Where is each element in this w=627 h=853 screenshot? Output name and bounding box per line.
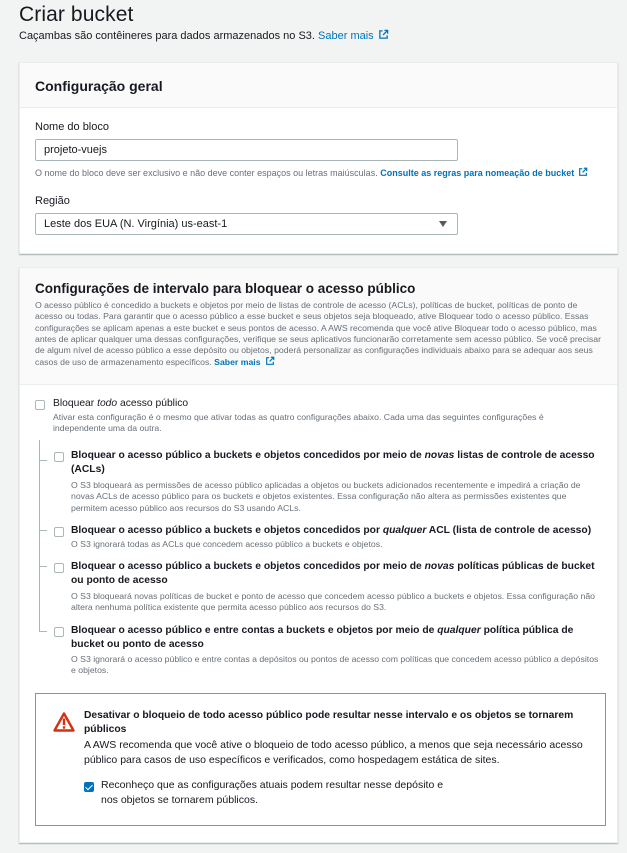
naming-rules-link[interactable] (380, 168, 588, 178)
block-all-title-em: todo (97, 398, 118, 409)
external-link-icon (578, 167, 588, 177)
block-cross-account-title (71, 624, 606, 652)
block-any-acls-checkbox[interactable] (54, 527, 64, 537)
block-cross-account-description: O S3 ignorará o acesso público e entre contas a depósitos ou pontos de acesso com políticas que concedem acesso público a depósitos e objetos. (71, 654, 599, 676)
option-title-pre: Bloquear o acesso público a buckets e objetos concedidos por meio de (71, 561, 425, 572)
warning-icon (53, 712, 75, 732)
page-subtitle (19, 29, 389, 42)
option-title-pre: Bloquear o acesso público e entre contas a buckets e objetos por meio de (71, 625, 438, 636)
block-all-checkbox[interactable] (35, 400, 45, 410)
block-new-policies-checkbox[interactable] (54, 563, 64, 573)
option-title-em: qualquer (382, 525, 427, 536)
block-learn-more-link[interactable] (214, 357, 274, 367)
block-public-access-panel (19, 267, 618, 843)
tree-branch (39, 460, 47, 461)
region-select-value: Leste dos EUA (N. Virgínia) us-east-1 (44, 218, 228, 230)
block-public-access-header (20, 268, 617, 385)
general-config-header (20, 63, 617, 108)
tree-branch (39, 530, 47, 531)
public-access-warning (35, 693, 606, 826)
option-title-post: listas de controle de acesso (ACLs) (71, 450, 595, 475)
page-title: Criar bucket (19, 3, 134, 26)
block-public-access-description (35, 300, 601, 369)
region-label: Região (35, 195, 70, 207)
block-new-policies-description: O S3 bloqueará novas políticas de bucket e ponto de acesso que concedem acesso público a buckets e objetos. Essa configuração não altera nenhuma política existente que permita acesso público aos recursos do S3. (71, 591, 596, 613)
block-learn-more-label: Saber mais (214, 357, 261, 368)
block-cross-account-checkbox[interactable] (54, 627, 64, 637)
block-new-acls-checkbox[interactable] (54, 452, 64, 462)
general-config-title: Configuração geral (35, 78, 163, 94)
external-link-icon (265, 356, 275, 366)
block-new-acls-title (71, 449, 606, 477)
block-public-access-title: Configurações de intervalo para bloquear o acesso público (35, 281, 416, 296)
option-title-em: qualquer (437, 625, 481, 636)
caret-down-icon (439, 221, 447, 227)
block-all-title-pre: Bloquear (53, 398, 98, 409)
option-title-post: políticas públicas de bucket ou ponto de acesso (71, 561, 595, 586)
acknowledge-checkbox[interactable] (84, 782, 94, 792)
block-any-acls-title (71, 524, 606, 538)
block-all-description: Ativar esta configuração é o mesmo que ativar todas as quatro configurações abaixo. Cada uma das seguintes configurações é independente uma da outra. (53, 412, 544, 434)
tree-branch (39, 566, 47, 567)
warning-title: Desativar o bloqueio de todo acesso público pode resultar nesse intervalo e os objetos se tornarem públicos (84, 710, 574, 735)
option-title-em: novas (424, 450, 455, 461)
bucket-name-label: Nome do bloco (35, 121, 109, 133)
tree-branch (39, 631, 47, 632)
block-new-policies-title (71, 560, 606, 588)
block-description-text: O acesso público é concedido a buckets e objetos por meio de listas de controle de acesso (ACLs), políticas de bucket, políticas de ponto de acesso ou todas. Para garantir que o acesso público a esse bucket e seus objetos seja bloqueado, ative Bloquear todo o acesso público. Essas configurações se aplicam apenas a este bucket e seus pontos de acesso. A AWS recomenda que você ative Bloquear todo o acesso público, mas antes de aplicar qualquer uma dessas configurações, verifique se seus aplicativos funcionarão corretamente sem acesso público. Se você precisar de algum nível de acesso público a esse depósito ou objetos, poderá personalizar as configurações individuais abaixo para se adequar aos seus casos de uso de armazenamento específicos. (35, 300, 601, 368)
learn-more-label: Saber mais (318, 30, 374, 42)
region-select[interactable] (35, 213, 458, 235)
block-all-title-post: acesso público (117, 398, 189, 409)
option-title-post: política pública de bucket ou ponto de acesso (71, 625, 574, 650)
option-title-post: ACL (lista de controle de acesso) (426, 525, 592, 536)
block-new-acls-description: O S3 bloqueará as permissões de acesso público aplicadas a objetos ou buckets adicionados recentemente e impedirá a criação de novas ACLs de acesso público para os buckets e objetos existentes. Essa configuração não altera as permissões existentes que permitem acesso público aos recursos do S3 usando ACLs. (71, 480, 581, 513)
naming-rules-label: Consulte as regras para nomeação de bucket (380, 168, 575, 178)
option-title-em: novas (424, 561, 455, 572)
warning-body: A AWS recomenda que você ative o bloqueio de todo acesso público, a menos que seja necessário acesso público para casos de uso específicos e verificados, como hospedagem estática de sites. (84, 739, 583, 766)
option-title-pre: Bloquear o acesso público a buckets e objetos concedidos por (71, 525, 383, 536)
tree-line (39, 440, 40, 631)
acknowledge-label: Reconheço que as configurações atuais podem resultar nesse depósito e nos objetos se tornarem públicos. (101, 779, 444, 806)
option-title-pre: Bloquear o acesso público a buckets e objetos concedidos por meio de (71, 450, 425, 461)
block-any-acls-description: O S3 ignorará todas as ACLs que concedem acesso público a buckets e objetos. (71, 539, 383, 549)
page-subtitle-text: Caçambas são contêineres para dados armazenados no S3. (19, 30, 315, 42)
bucket-name-hint (35, 167, 588, 178)
general-config-panel (19, 62, 618, 254)
bucket-name-input[interactable] (35, 139, 458, 161)
bucket-name-hint-text: O nome do bloco deve ser exclusivo e não deve conter espaços ou letras maiúsculas. (35, 168, 378, 178)
learn-more-link[interactable] (318, 30, 389, 42)
external-link-icon (378, 29, 389, 40)
block-all-title (53, 397, 188, 411)
